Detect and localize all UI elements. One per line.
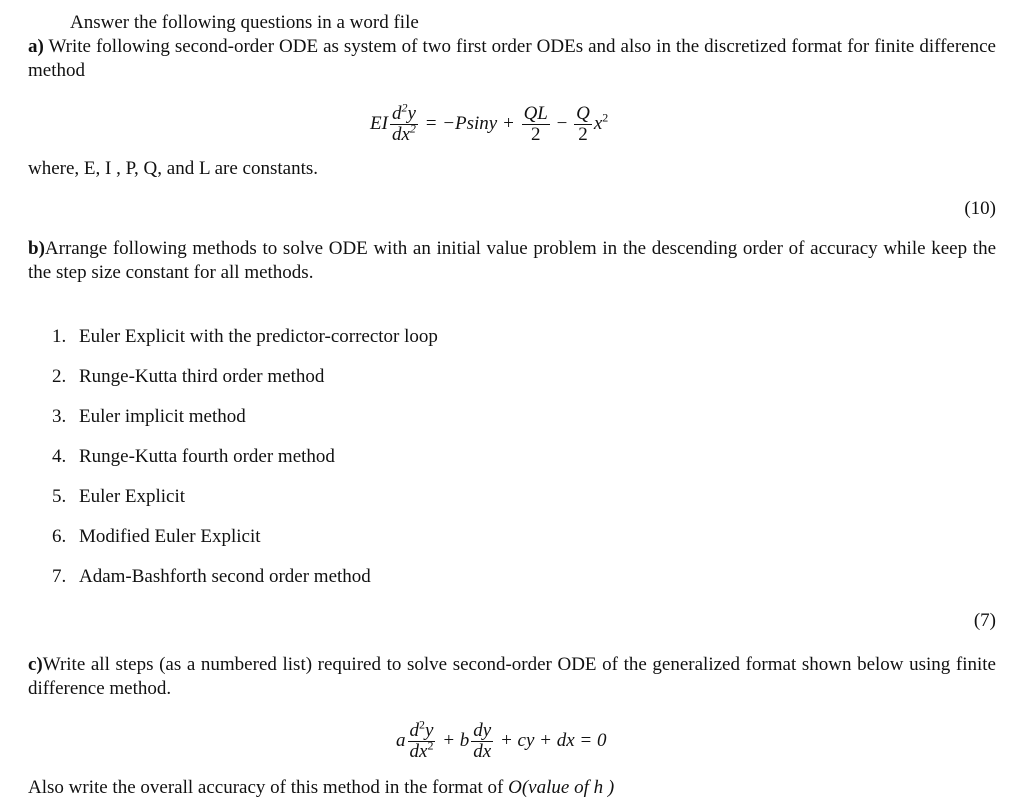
eq-a-tail: x — [593, 112, 603, 134]
list-item: 7. Adam-Bashforth second order method — [52, 566, 371, 587]
part-c-text: Write all steps (as a numbered list) required to solve second-order ODE of the generalized format shown below using finite difference method. — [28, 654, 996, 699]
part-c-label: c) — [28, 654, 43, 675]
part-c-equation: a $\frac{d^2y}{dx^2}$ + b $\frac{dy}{dx}$ + cy + dx = 0 — [396, 717, 607, 762]
part-a-marks: (10) — [964, 198, 996, 219]
part-a-label: a) — [28, 36, 44, 57]
eq-a-lhs-fraction: $\frac{d^2y}{dx^2}$ — [391, 100, 416, 145]
list-item: 5. Euler Explicit — [52, 486, 186, 507]
part-a-where: where, E, I , P, Q, and L are constants. — [28, 158, 319, 179]
eq-c-first-derivative: $\frac{dy}{dx}$ — [473, 720, 492, 762]
part-b-label: b) — [28, 238, 45, 259]
part-a-text: Write following second-order ODE as system of two first order ODEs and also in the discretized format for finite difference method — [28, 36, 996, 81]
part-a-question — [28, 35, 996, 83]
eq-a-minus: − — [556, 112, 568, 134]
eq-a-coeff: EI — [370, 112, 388, 134]
part-b-marks: (7) — [973, 610, 996, 631]
list-item: 3. Euler implicit method — [52, 406, 246, 427]
part-c-question — [28, 653, 996, 701]
list-item: 4. Runge-Kutta fourth order method — [52, 446, 335, 467]
eq-a-middle: = −Psiny + — [424, 112, 515, 134]
part-c-closing: Also write the overall accuracy of this method in the format of O(value of h ) — [28, 777, 615, 798]
part-b-text: Arrange following methods to solve ODE with an initial value problem in the descending order of accuracy while keep the the step size constant for all methods. — [28, 238, 996, 283]
list-item: 1. Euler Explicit with the predictor-corrector loop — [52, 326, 438, 347]
eq-c-plus-b: + b — [442, 729, 470, 751]
eq-c-second-derivative: $\frac{d^2y}{dx^2}$ — [409, 717, 434, 762]
list-item: 2. Runge-Kutta third order method — [52, 366, 325, 387]
instruction-header: Answer the following questions in a word file — [70, 12, 419, 33]
part-b-question — [28, 237, 996, 285]
eq-a-fraction-ql: $\frac{QL}{2}$ — [523, 103, 548, 145]
eq-a-fraction-q: $\frac{Q}{2}$ — [576, 103, 590, 145]
eq-c-tail: + cy + dx = 0 — [499, 729, 607, 751]
part-a-equation: EI $\frac{d^2y}{dx^2}$ = −Psiny + $\frac{QL}{2}$ − $\frac{Q}{2}$ $x^2$ — [370, 100, 609, 145]
list-item: 6. Modified Euler Explicit — [52, 526, 261, 547]
